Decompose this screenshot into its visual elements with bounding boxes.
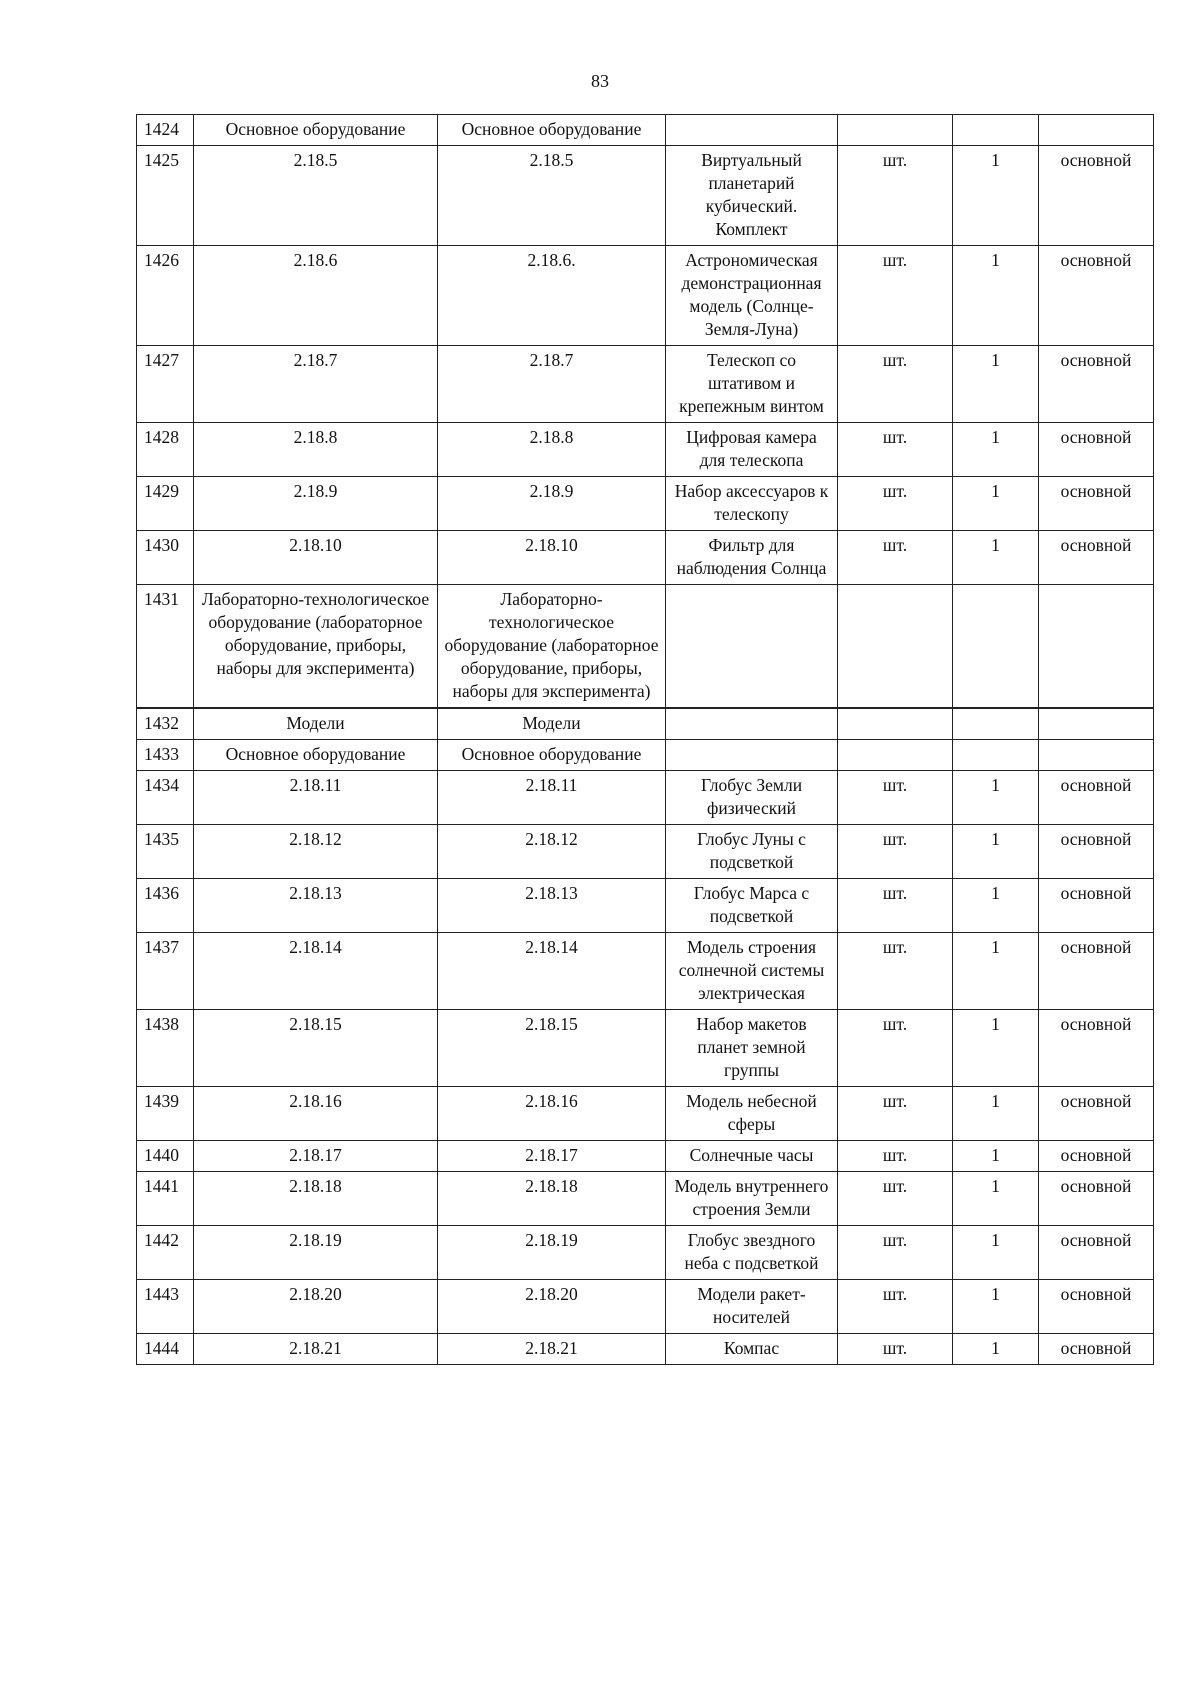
- equipment-kind-cell: основной: [1039, 1141, 1154, 1172]
- item-name-cell: [666, 740, 838, 771]
- item-code-cell: 2.18.6.: [438, 246, 666, 346]
- section-code-cell: Модели: [194, 708, 438, 740]
- table-row: [137, 531, 1154, 585]
- table-row: [137, 1172, 1154, 1226]
- section-code-cell: 2.18.11: [194, 771, 438, 825]
- quantity-cell: 1: [953, 346, 1039, 423]
- item-name-cell: Фильтр для наблюдения Солнца: [666, 531, 838, 585]
- table-row: [137, 346, 1154, 423]
- quantity-cell: 1: [953, 246, 1039, 346]
- section-code-cell: 2.18.10: [194, 531, 438, 585]
- item-name-cell: Телескоп со штативом и крепежным винтом: [666, 346, 838, 423]
- equipment-kind-cell: основной: [1039, 1280, 1154, 1334]
- unit-cell: шт.: [838, 825, 953, 879]
- section-code-cell: 2.18.14: [194, 933, 438, 1010]
- unit-cell: шт.: [838, 1280, 953, 1334]
- table-row: [137, 1141, 1154, 1172]
- equipment-kind-cell: основной: [1039, 1010, 1154, 1087]
- item-code-cell: 2.18.15: [438, 1010, 666, 1087]
- item-name-cell: Компас: [666, 1334, 838, 1365]
- table-row: [137, 1010, 1154, 1087]
- quantity-cell: 1: [953, 879, 1039, 933]
- item-code-cell: 2.18.17: [438, 1141, 666, 1172]
- section-code-cell: 2.18.15: [194, 1010, 438, 1087]
- item-name-cell: [666, 708, 838, 740]
- unit-cell: [838, 740, 953, 771]
- section-code-cell: 2.18.12: [194, 825, 438, 879]
- section-code-cell: 2.18.18: [194, 1172, 438, 1226]
- row-number-cell: 1436: [137, 879, 194, 933]
- quantity-cell: 1: [953, 1010, 1039, 1087]
- equipment-kind-cell: [1039, 740, 1154, 771]
- equipment-kind-cell: основной: [1039, 1087, 1154, 1141]
- row-number-cell: 1428: [137, 423, 194, 477]
- section-code-cell: 2.18.7: [194, 346, 438, 423]
- row-number-cell: 1437: [137, 933, 194, 1010]
- unit-cell: шт.: [838, 1087, 953, 1141]
- row-number-cell: 1440: [137, 1141, 194, 1172]
- item-name-cell: Модель небесной сферы: [666, 1087, 838, 1141]
- quantity-cell: 1: [953, 1087, 1039, 1141]
- unit-cell: [838, 708, 953, 740]
- item-code-cell: 2.18.20: [438, 1280, 666, 1334]
- table-row: [137, 879, 1154, 933]
- quantity-cell: [953, 585, 1039, 709]
- item-code-cell: Модели: [438, 708, 666, 740]
- row-number-cell: 1438: [137, 1010, 194, 1087]
- quantity-cell: [953, 708, 1039, 740]
- item-code-cell: 2.18.7: [438, 346, 666, 423]
- item-name-cell: Виртуальный планетарий кубический. Комплект: [666, 146, 838, 246]
- item-code-cell: 2.18.14: [438, 933, 666, 1010]
- row-number-cell: 1424: [137, 115, 194, 146]
- item-name-cell: Модель внутреннего строения Земли: [666, 1172, 838, 1226]
- quantity-cell: 1: [953, 825, 1039, 879]
- item-code-cell: Основное оборудование: [438, 740, 666, 771]
- item-name-cell: Цифровая камера для телескопа: [666, 423, 838, 477]
- table-row: [137, 423, 1154, 477]
- item-code-cell: 2.18.16: [438, 1087, 666, 1141]
- item-name-cell: [666, 585, 838, 709]
- equipment-kind-cell: основной: [1039, 246, 1154, 346]
- item-code-cell: 2.18.11: [438, 771, 666, 825]
- equipment-kind-cell: основной: [1039, 1226, 1154, 1280]
- unit-cell: [838, 585, 953, 709]
- equipment-kind-cell: основной: [1039, 1172, 1154, 1226]
- row-number-cell: 1427: [137, 346, 194, 423]
- row-number-cell: 1431: [137, 585, 194, 709]
- equipment-kind-cell: [1039, 708, 1154, 740]
- section-code-cell: 2.18.17: [194, 1141, 438, 1172]
- row-number-cell: 1426: [137, 246, 194, 346]
- quantity-cell: 1: [953, 1226, 1039, 1280]
- equipment-table-body: [137, 115, 1154, 1365]
- item-name-cell: [666, 115, 838, 146]
- page-number: 83: [591, 71, 609, 91]
- unit-cell: шт.: [838, 246, 953, 346]
- table-row: [137, 1280, 1154, 1334]
- item-code-cell: 2.18.19: [438, 1226, 666, 1280]
- quantity-cell: 1: [953, 933, 1039, 1010]
- item-name-cell: Глобус Земли физический: [666, 771, 838, 825]
- row-number-cell: 1432: [137, 708, 194, 740]
- unit-cell: шт.: [838, 1334, 953, 1365]
- table-row: [137, 740, 1154, 771]
- quantity-cell: [953, 740, 1039, 771]
- item-code-cell: 2.18.5: [438, 146, 666, 246]
- item-code-cell: 2.18.8: [438, 423, 666, 477]
- unit-cell: шт.: [838, 423, 953, 477]
- section-code-cell: 2.18.5: [194, 146, 438, 246]
- item-name-cell: Астрономическая демонстрационная модель (Солнце-Земля-Луна): [666, 246, 838, 346]
- equipment-kind-cell: основной: [1039, 879, 1154, 933]
- quantity-cell: 1: [953, 771, 1039, 825]
- table-row: [137, 477, 1154, 531]
- equipment-table: [136, 114, 1154, 1365]
- section-code-cell: 2.18.20: [194, 1280, 438, 1334]
- section-code-cell: 2.18.13: [194, 879, 438, 933]
- row-number-cell: 1439: [137, 1087, 194, 1141]
- equipment-kind-cell: основной: [1039, 531, 1154, 585]
- quantity-cell: 1: [953, 1334, 1039, 1365]
- item-code-cell: 2.18.13: [438, 879, 666, 933]
- item-code-cell: 2.18.21: [438, 1334, 666, 1365]
- item-code-cell: 2.18.12: [438, 825, 666, 879]
- table-row: [137, 1334, 1154, 1365]
- section-code-cell: 2.18.6: [194, 246, 438, 346]
- row-number-cell: 1441: [137, 1172, 194, 1226]
- item-name-cell: Набор макетов планет земной группы: [666, 1010, 838, 1087]
- row-number-cell: 1434: [137, 771, 194, 825]
- section-code-cell: Основное оборудование: [194, 740, 438, 771]
- row-number-cell: 1429: [137, 477, 194, 531]
- unit-cell: [838, 115, 953, 146]
- equipment-kind-cell: основной: [1039, 771, 1154, 825]
- unit-cell: шт.: [838, 879, 953, 933]
- item-name-cell: Глобус Луны с подсветкой: [666, 825, 838, 879]
- quantity-cell: 1: [953, 423, 1039, 477]
- unit-cell: шт.: [838, 771, 953, 825]
- item-code-cell: 2.18.9: [438, 477, 666, 531]
- equipment-kind-cell: основной: [1039, 423, 1154, 477]
- quantity-cell: 1: [953, 477, 1039, 531]
- quantity-cell: 1: [953, 1172, 1039, 1226]
- equipment-kind-cell: основной: [1039, 477, 1154, 531]
- item-name-cell: Глобус Марса с подсветкой: [666, 879, 838, 933]
- quantity-cell: 1: [953, 531, 1039, 585]
- item-name-cell: Глобус звездного неба с подсветкой: [666, 1226, 838, 1280]
- section-code-cell: Основное оборудование: [194, 115, 438, 146]
- unit-cell: шт.: [838, 146, 953, 246]
- section-code-cell: 2.18.19: [194, 1226, 438, 1280]
- item-code-cell: 2.18.18: [438, 1172, 666, 1226]
- row-number-cell: 1430: [137, 531, 194, 585]
- item-code-cell: 2.18.10: [438, 531, 666, 585]
- section-code-cell: 2.18.16: [194, 1087, 438, 1141]
- unit-cell: шт.: [838, 531, 953, 585]
- row-number-cell: 1442: [137, 1226, 194, 1280]
- item-name-cell: Модель строения солнечной системы электрическая: [666, 933, 838, 1010]
- equipment-kind-cell: основной: [1039, 825, 1154, 879]
- unit-cell: шт.: [838, 933, 953, 1010]
- section-code-cell: 2.18.21: [194, 1334, 438, 1365]
- unit-cell: шт.: [838, 1010, 953, 1087]
- table-row: [137, 708, 1154, 740]
- table-row: [137, 115, 1154, 146]
- equipment-kind-cell: основной: [1039, 146, 1154, 246]
- unit-cell: шт.: [838, 1172, 953, 1226]
- item-name-cell: Модели ракет-носителей: [666, 1280, 838, 1334]
- table-row: [137, 825, 1154, 879]
- equipment-kind-cell: основной: [1039, 346, 1154, 423]
- item-code-cell: Основное оборудование: [438, 115, 666, 146]
- equipment-kind-cell: [1039, 585, 1154, 709]
- equipment-kind-cell: основной: [1039, 933, 1154, 1010]
- item-name-cell: Набор аксессуаров к телескопу: [666, 477, 838, 531]
- table-row: [137, 1087, 1154, 1141]
- row-number-cell: 1444: [137, 1334, 194, 1365]
- quantity-cell: 1: [953, 1141, 1039, 1172]
- item-name-cell: Солнечные часы: [666, 1141, 838, 1172]
- unit-cell: шт.: [838, 1226, 953, 1280]
- unit-cell: шт.: [838, 346, 953, 423]
- quantity-cell: 1: [953, 1280, 1039, 1334]
- section-code-cell: 2.18.9: [194, 477, 438, 531]
- equipment-kind-cell: основной: [1039, 1334, 1154, 1365]
- equipment-kind-cell: [1039, 115, 1154, 146]
- unit-cell: шт.: [838, 1141, 953, 1172]
- quantity-cell: 1: [953, 146, 1039, 246]
- table-row: [137, 771, 1154, 825]
- table-row: [137, 146, 1154, 246]
- table-row: [137, 585, 1154, 709]
- row-number-cell: 1433: [137, 740, 194, 771]
- row-number-cell: 1435: [137, 825, 194, 879]
- table-row: [137, 933, 1154, 1010]
- row-number-cell: 1425: [137, 146, 194, 246]
- table-row: [137, 1226, 1154, 1280]
- item-code-cell: Лабораторно-технологическое оборудование (лабораторное оборудование, приборы, наборы для эксперимента): [438, 585, 666, 709]
- table-row: [137, 246, 1154, 346]
- section-code-cell: Лабораторно-технологическое оборудование (лабораторное оборудование, приборы, наборы для эксперимента): [194, 585, 438, 709]
- unit-cell: шт.: [838, 477, 953, 531]
- quantity-cell: [953, 115, 1039, 146]
- row-number-cell: 1443: [137, 1280, 194, 1334]
- section-code-cell: 2.18.8: [194, 423, 438, 477]
